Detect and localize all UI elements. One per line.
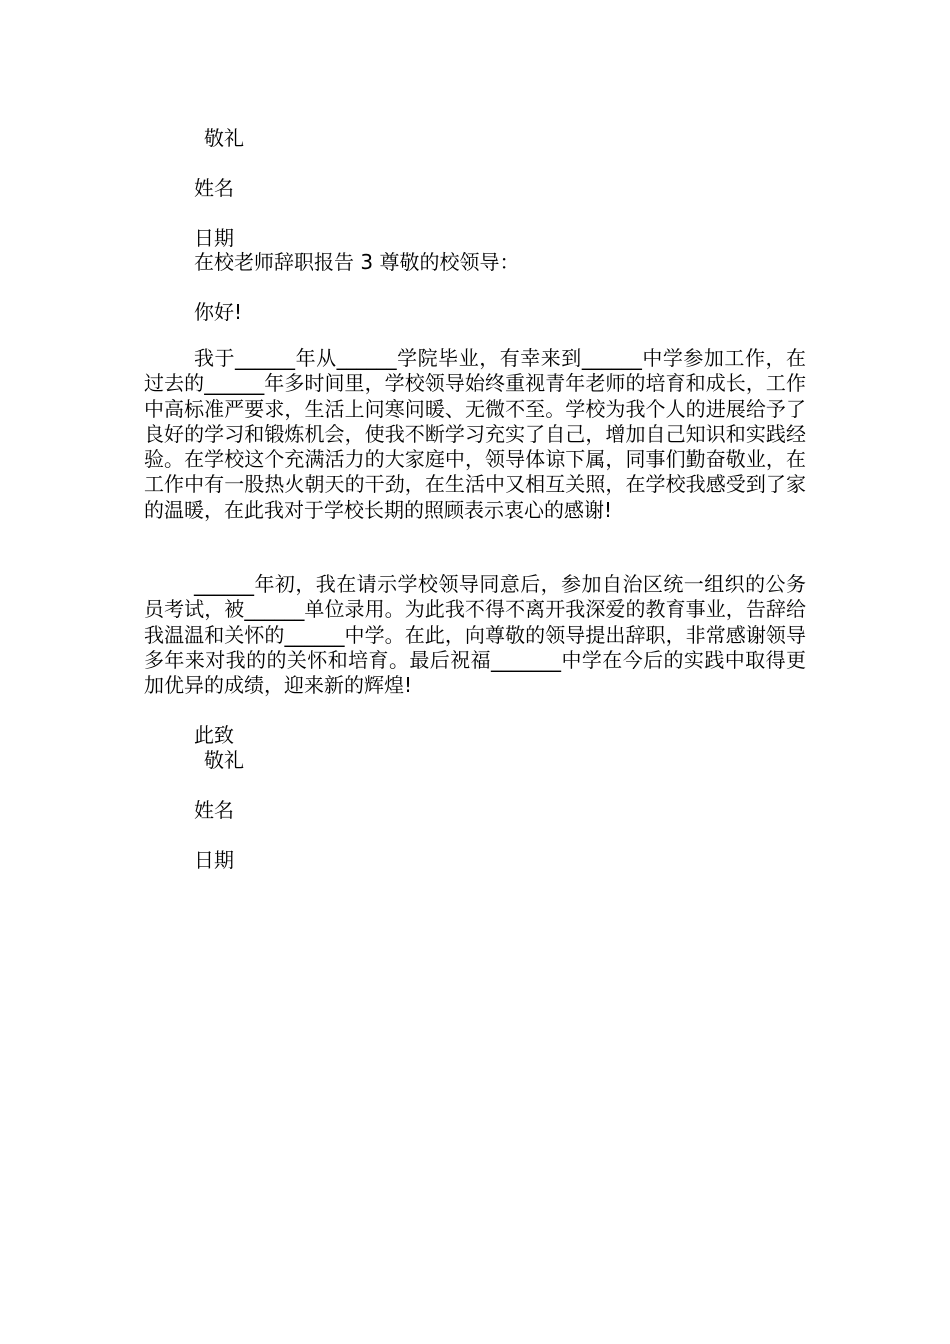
body-paragraph-1: 我于______年从______学院毕业，有幸来到______中学参加工作，在过去的______年多时间里，学校领导始终重视青年老师的培育和成长，工作中高标准严要求，生活上问寒问暖、无微不至。学校为我个人的进展给予了良好的学习和锻炼机会，使我不断学习充实了自己，增加自己知识和实践经验。在学校这个充满活力的大家庭中，领导体谅下属，同事们勤奋敬业，在工作中有一股热火朝天的干劲，在生活中又相互关照，在学校我感受到了家的温暖，在此我对于学校长期的照顾表示衷心的感谢! bbox=[144, 346, 806, 522]
top-name: 姓名 bbox=[194, 176, 234, 200]
top-salutation: 敬礼 bbox=[204, 126, 244, 150]
closing-salutation: 敬礼 bbox=[204, 748, 244, 772]
top-date: 日期 bbox=[194, 226, 234, 250]
signature-name: 姓名 bbox=[194, 798, 234, 822]
letter-title-line: 在校老师辞职报告 3 尊敬的校领导： bbox=[194, 250, 520, 274]
closing-line: 此致 bbox=[194, 723, 234, 747]
signature-date: 日期 bbox=[194, 848, 234, 872]
body-paragraph-2: ______年初，我在请示学校领导同意后，参加自治区统一组织的公务员考试，被______单位录用。为此我不得不离开我深爱的教育事业，告辞给我温温和关怀的______中学。在此，向尊敬的领导提出辞职，非常感谢领导多年来对我的的关怀和培育。最后祝福_______中学在今后的实践中取得更加优异的成绩，迎来新的辉煌! bbox=[144, 572, 806, 698]
letter-greeting: 你好! bbox=[194, 300, 243, 324]
